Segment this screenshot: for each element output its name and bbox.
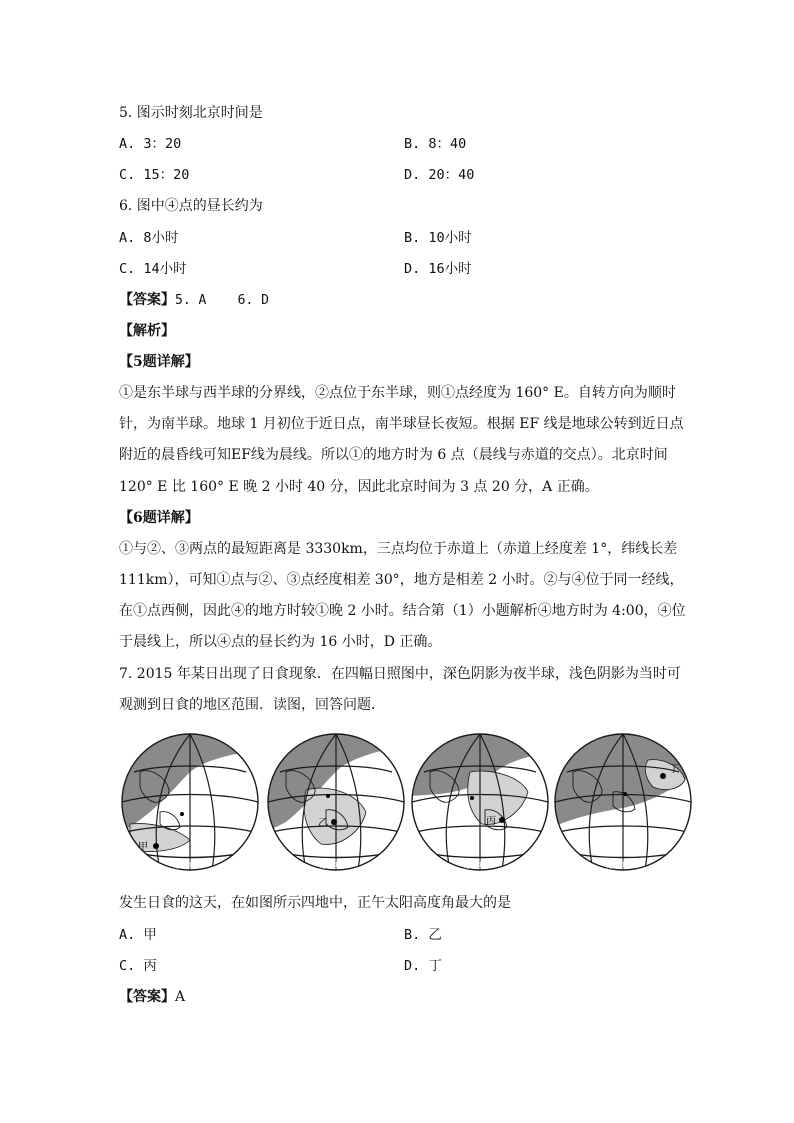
marker-label: 丙 <box>486 816 496 827</box>
detail6-line: 于晨线上，所以④点的昼长约为 16 小时，D 正确。 <box>119 634 442 650</box>
q7-stem-line: 观测到日食的地区范围．读图，回答问题． <box>119 697 385 713</box>
detail6-line: 111km），可知①点与②、③点经度相差 30°，地方是相差 2 小时。②与④位于同一经线， <box>119 572 684 588</box>
q7-option-b: B. 乙 <box>404 927 442 943</box>
globe-4 <box>553 732 693 872</box>
q5-option-a: A. 3：20 <box>119 136 182 152</box>
pole-dot <box>180 812 184 816</box>
q5-option-d: D. 20：40 <box>404 167 475 183</box>
q7-option-d: D. 丁 <box>404 958 442 974</box>
detail5-line: ①是东半球与西半球的分界线，②点位于东半球，则①点经度为 160° E。自转方向为顺时 <box>119 385 676 401</box>
location-dot <box>153 843 159 849</box>
q7-question: 发生日食的这天，在如图所示四地中，正午太阳高度角最大的是 <box>119 895 511 911</box>
answer-label: 【答案】 <box>119 292 175 308</box>
detail5-label: 【5题详解】 <box>119 354 199 370</box>
location-dot <box>499 817 505 823</box>
answer-text: A <box>175 989 186 1005</box>
q7-option-c: C. 丙 <box>119 958 157 974</box>
q6-stem: 6. 图中④点的昼长约为 <box>119 198 263 214</box>
equator-label: 赤道 <box>318 860 338 871</box>
globe-3 <box>410 732 550 872</box>
detail5-line: 120° E 比 160° E 晚 2 小时 40 分，因此北京时间为 3 点 20 分，A 正确。 <box>119 479 599 495</box>
q5-stem: 5. 图示时刻北京时间是 <box>119 105 263 121</box>
answer-7 <box>119 987 185 1007</box>
equator-label: 赤道 <box>462 860 482 871</box>
answer-text: 5. A 6. D <box>175 293 269 308</box>
pole-dot <box>470 796 474 800</box>
location-dot <box>331 819 337 825</box>
pole-dot <box>326 794 330 798</box>
q6-option-c: C. 14小时 <box>119 261 187 277</box>
q5-option-b: B. 8：40 <box>404 136 467 152</box>
globe-2 <box>266 732 406 872</box>
q6-option-d: D. 16小时 <box>404 261 472 277</box>
detail5-line: 附近的晨昏线可知EF线为晨线。所以①的地方时为 6 点（晨线与赤道的交点）。北京时间 <box>119 447 668 463</box>
globe-1 <box>120 732 260 872</box>
marker-label: 乙 <box>318 818 328 829</box>
location-dot <box>660 773 666 779</box>
equator-label: 赤道 <box>172 860 192 871</box>
marker-label: 丁 <box>669 764 679 775</box>
detail5-line: 针，为南半球。地球 1 月初位于近日点，南半球昼长夜短。根据 EF 线是地球公转到近日点 <box>119 416 684 432</box>
answer-56 <box>119 290 269 311</box>
q7-stem-line: 7. 2015 年某日出现了日食现象．在四幅日照图中，深色阴影为夜半球，浅色阴影为当时可 <box>119 666 681 682</box>
detail6-line: 在①点西侧，因此④的地方时较①晚 2 小时。结合第（1）小题解析④地方时为 4:00，④位 <box>119 603 686 619</box>
analysis-label: 【解析】 <box>119 323 175 339</box>
q6-option-a: A. 8小时 <box>119 230 179 246</box>
pole-dot <box>623 792 627 796</box>
detail6-line: ①与②、③两点的最短距离是 3330km，三点均位于赤道上（赤道上经度差 1°，纬线长差 <box>119 541 678 557</box>
answer-label: 【答案】 <box>119 989 175 1005</box>
q7-option-a: A. 甲 <box>119 927 157 943</box>
q6-option-b: B. 10小时 <box>404 230 472 246</box>
marker-label: 甲 <box>138 842 148 853</box>
detail6-label: 【6题详解】 <box>119 510 199 526</box>
q5-option-c: C. 15：20 <box>119 167 190 183</box>
equator-label: 赤道 <box>605 860 625 871</box>
